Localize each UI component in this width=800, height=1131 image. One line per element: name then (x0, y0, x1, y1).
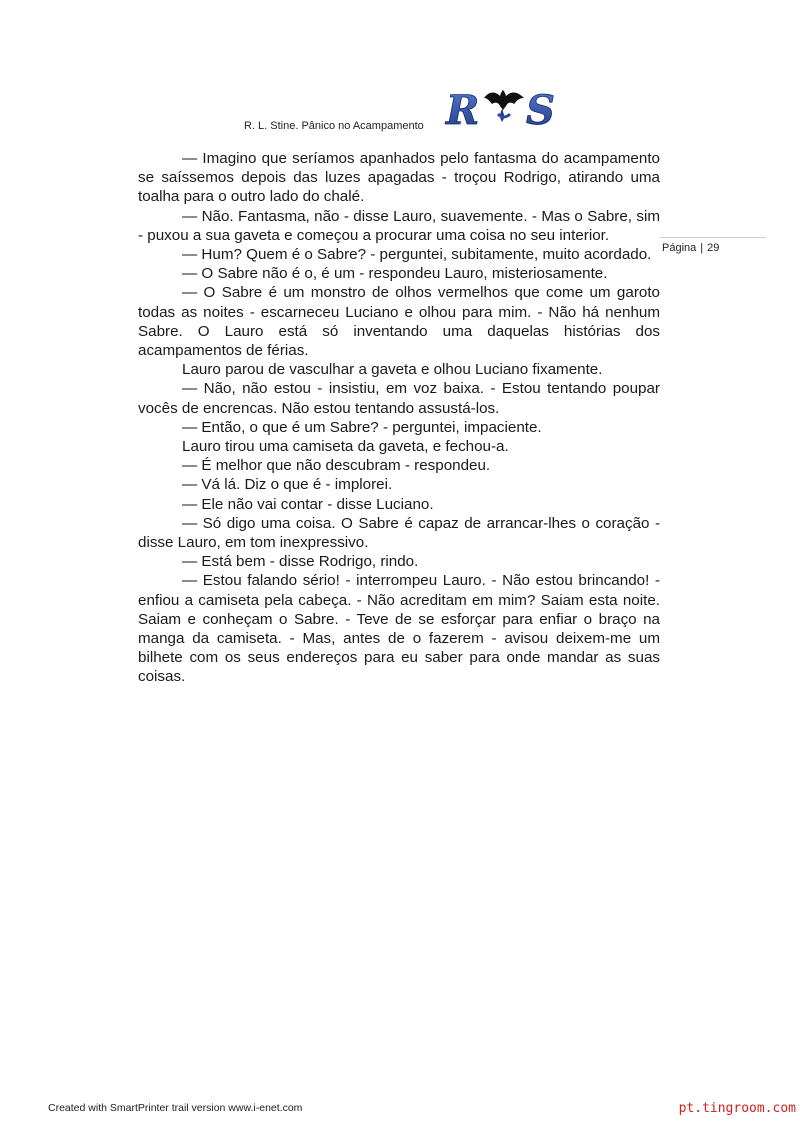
paragraph: Lauro tirou uma camiseta da gaveta, e fechou-a. (182, 438, 509, 456)
paragraph: — O Sabre não é o, é um - respondeu Lauro, misteriosamente. (182, 265, 608, 283)
paragraph: — O Sabre é um monstro de olhos vermelhos que come um garoto todas as noites - escarneceu Luciano e olhou para mim. - Não há nenhum Sabre. O Lauro está só inventando uma daquelas histórias dos acampamentos de férias. (138, 284, 660, 360)
paragraph: — Não, não estou - insistiu, em voz baixa. - Estou tentando poupar vocês de encrencas. Não estou tentando assustá-los. (138, 380, 660, 417)
paragraph: — É melhor que não descubram - respondeu. (182, 457, 491, 475)
page-label: Página (662, 242, 697, 254)
paragraph: — Vá lá. Diz o que é - implorei. (182, 476, 393, 494)
svg-text:R: R (446, 87, 480, 132)
paragraph: — Então, o que é um Sabre? - perguntei, impaciente. (182, 418, 542, 436)
paragraph: Lauro parou de vasculhar a gaveta e olhou Luciano fixamente. (182, 361, 603, 379)
paragraph: — Não. Fantasma, não - disse Lauro, suavemente. - Mas o Sabre, sim - puxou a sua gaveta e começou a procurar uma coisa no seu interior. (138, 207, 660, 244)
paragraph: — Ele não vai contar - disse Luciano. (182, 495, 434, 513)
paragraph: — Estou falando sério! - interrompeu Lauro. - Não estou brincando! - enfiou a camiseta pela cabeça. - Não acreditam em mim? Saiam esta noite. Saiam e conheçam o Sabre. - Teve de se esforçar para enfiar o braço na manga da camiseta. - Mas, antes de o fazerem - avisou deixem-me um bilhete com os seus endereços para eu saber para onde mandar as suas coisas. (138, 572, 660, 686)
svg-text:S: S (526, 87, 555, 132)
paragraph: — Só digo uma coisa. O Sabre é capaz de arrancar-lhes o coração - disse Lauro, em tom inexpressivo. (138, 514, 660, 552)
paragraph: — Hum? Quem é o Sabre? - perguntei, subitamente, muito acordado. (182, 246, 652, 264)
paragraph: — Imagino que seríamos apanhados pelo fantasma do acampamento se saíssemos depois das luzes apagadas - troçou Rodrigo, atirando uma toalha para o outro lado do chalé. (138, 150, 660, 206)
paragraph: — Está bem - disse Rodrigo, rindo. (182, 553, 419, 571)
page-number-value: 29 (707, 242, 720, 254)
rts-bat-logo-icon (444, 84, 560, 132)
page-separator: | (700, 242, 704, 254)
page-number (660, 237, 766, 254)
body-text (138, 149, 660, 687)
footer-source-link[interactable]: pt.tingroom.com (678, 1101, 796, 1116)
footer-printer-credit: Created with SmartPrinter trail version www.i-enet.com (48, 1102, 303, 1114)
running-header: R. L. Stine. Pânico no Acampamento (244, 120, 424, 132)
